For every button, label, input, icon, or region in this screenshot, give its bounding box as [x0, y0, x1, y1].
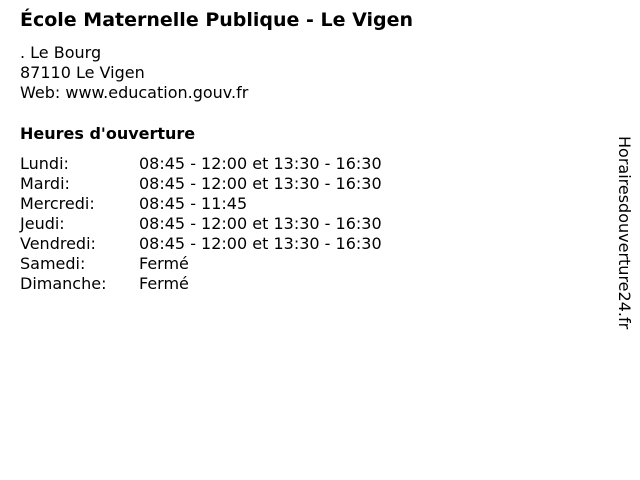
- address-street: . Le Bourg: [20, 43, 102, 62]
- hours-row-samedi: [20, 254, 382, 274]
- page-title: École Maternelle Publique - Le Vigen: [20, 9, 414, 31]
- website-link[interactable]: Web: www.education.gouv.fr: [20, 83, 249, 102]
- brand-watermark: Horairesdouverture24.fr: [615, 136, 634, 330]
- hours-table: [20, 154, 382, 294]
- hours-row-mardi: [20, 174, 382, 194]
- hours-row-vendredi: [20, 234, 382, 254]
- hours-row-dimanche: [20, 274, 382, 294]
- day-label: Mardi:: [20, 174, 70, 193]
- hours-row-mercredi: [20, 194, 382, 214]
- time-value: 08:45 - 12:00 et 13:30 - 16:30: [139, 174, 382, 193]
- day-label: Dimanche:: [20, 274, 107, 293]
- day-label: Samedi:: [20, 254, 86, 273]
- hours-row-lundi: [20, 154, 382, 174]
- hours-row-jeudi: [20, 214, 382, 234]
- hours-heading: Heures d'ouverture: [20, 124, 196, 143]
- day-label: Jeudi:: [20, 214, 65, 233]
- day-label: Vendredi:: [20, 234, 96, 253]
- address-city: 87110 Le Vigen: [20, 63, 145, 82]
- time-value: 08:45 - 12:00 et 13:30 - 16:30: [139, 214, 382, 233]
- address-block: [20, 43, 248, 103]
- time-value: Fermé: [139, 274, 189, 293]
- time-value: 08:45 - 12:00 et 13:30 - 16:30: [139, 154, 382, 173]
- time-value: 08:45 - 12:00 et 13:30 - 16:30: [139, 234, 382, 253]
- day-label: Lundi:: [20, 154, 69, 173]
- time-value: 08:45 - 11:45: [139, 194, 248, 213]
- day-label: Mercredi:: [20, 194, 95, 213]
- time-value: Fermé: [139, 254, 189, 273]
